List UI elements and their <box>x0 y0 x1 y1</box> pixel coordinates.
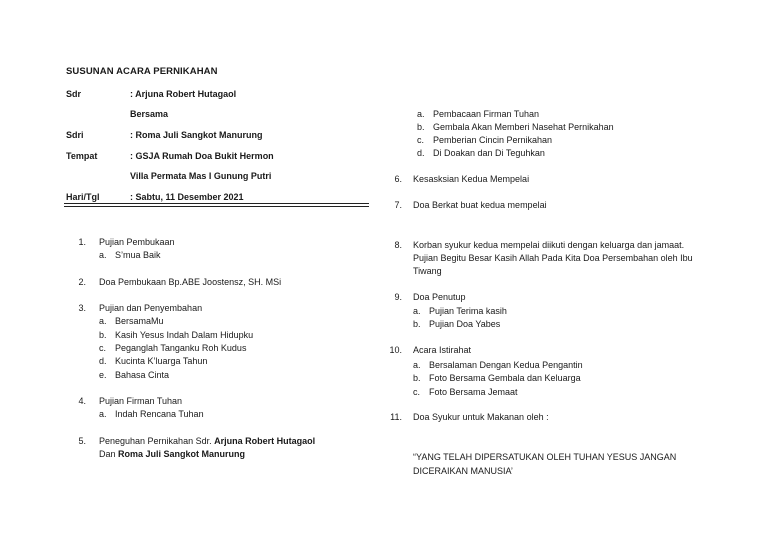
header-label: Sdr <box>66 89 82 99</box>
sub-text: Pemberian Cincin Pernikahan <box>433 135 553 145</box>
sub-text: Di Doakan dan Di Teguhkan <box>433 148 545 158</box>
sub-letter: a. <box>417 109 425 119</box>
item-number: 8. <box>394 240 402 250</box>
header-value: Bersama <box>130 109 169 119</box>
agenda-item-8-line-3: Tiwang <box>413 266 442 276</box>
item-number: 7. <box>394 200 402 210</box>
sub-text: Foto Bersama Jemaat <box>429 387 518 397</box>
sub-text: Foto Bersama Gembala dan Keluarga <box>429 373 581 383</box>
item-text: Doa Berkat buat kedua mempelai <box>413 200 547 210</box>
bride-name: Roma Juli Sangkot Manurung <box>118 449 246 459</box>
item-text: Doa Syukur untuk Makanan oleh : <box>413 412 549 422</box>
sub-text: Gembala Akan Memberi Nasehat Pernikahan <box>433 122 614 132</box>
document-title: SUSUNAN ACARA PERNIKAHAN <box>66 66 218 77</box>
item-number: 3. <box>78 303 86 313</box>
sub-text: Pembacaan Firman Tuhan <box>433 109 540 119</box>
item-text: Doa Penutup <box>413 292 466 302</box>
sub-text: Bahasa Cinta <box>115 370 170 380</box>
header-divider-thin <box>64 206 369 207</box>
item-number: 1. <box>78 237 86 247</box>
header-label: Tempat <box>66 151 98 161</box>
sub-text: Kasih Yesus Indah Dalam Hidupku <box>115 330 254 340</box>
sub-text: Bersalaman Dengan Kedua Pengantin <box>429 360 583 370</box>
sub-letter: a. <box>413 306 421 316</box>
item-text: Pujian Pembukaan <box>99 237 175 247</box>
sub-text: Pujian Doa Yabes <box>429 319 501 329</box>
item-number: 6. <box>394 174 402 184</box>
item-number: 9. <box>394 292 402 302</box>
sub-text: Kucinta K’luarga Tahun <box>115 356 208 366</box>
groom-name: Arjuna Robert Hutagaol <box>214 436 316 446</box>
sub-letter: a. <box>99 409 107 419</box>
item-text-pre: Peneguhan Pernikahan Sdr. <box>99 436 215 446</box>
sub-letter: a. <box>413 360 421 370</box>
header-divider <box>64 203 369 204</box>
header-value: : Arjuna Robert Hutagaol <box>130 89 237 99</box>
item-text: Kesasksian Kedua Mempelai <box>413 174 530 184</box>
sub-text: Pujian Terima kasih <box>429 306 507 316</box>
sub-text: Indah Rencana Tuhan <box>115 409 204 419</box>
sub-letter: d. <box>99 356 107 366</box>
sub-letter: b. <box>417 122 425 132</box>
item-number: 11. <box>390 412 402 422</box>
closing-quote-line-1: “YANG TELAH DIPERSATUKAN OLEH TUHAN YESUS JANGAN <box>413 452 677 462</box>
agenda-item-5-line-2 <box>99 449 245 459</box>
header-label: Sdri <box>66 130 84 140</box>
header-value: Villa Permata Mas I Gunung Putri <box>130 171 272 181</box>
sub-text: BersamaMu <box>115 316 164 326</box>
item-number: 2. <box>78 277 86 287</box>
item-number: 10. <box>389 345 402 355</box>
closing-quote-line-2: DICERAIKAN MANUSIA’ <box>413 466 513 476</box>
sub-letter: a. <box>99 316 107 326</box>
item-text: Pujian Firman Tuhan <box>99 396 183 406</box>
sub-letter: c. <box>413 387 421 397</box>
item-text: Korban syukur kedua mempelai diikuti dengan keluarga dan jamaat. <box>413 240 685 250</box>
sub-letter: c. <box>99 343 107 353</box>
sub-letter: b. <box>99 330 107 340</box>
sub-text: Peganglah Tanganku Roh Kudus <box>115 343 247 353</box>
header-value: : Sabtu, 11 Desember 2021 <box>130 192 244 202</box>
item-text-mid: Dan <box>99 449 119 459</box>
item-text: Acara Istirahat <box>413 345 472 355</box>
agenda-item-8-line-2: Pujian Begitu Besar Kasih Allah Pada Kita Doa Persembahan oleh Ibu <box>413 253 693 263</box>
sub-text: S’mua Baik <box>115 250 161 260</box>
item-number: 5. <box>78 436 86 446</box>
item-text <box>99 436 315 446</box>
sub-letter: e. <box>99 370 107 380</box>
sub-letter: b. <box>413 373 421 383</box>
item-text: Doa Pembukaan Bp.ABE Joostensz, SH. MSi <box>99 277 282 287</box>
header-value: : GSJA Rumah Doa Bukit Hermon <box>130 151 274 161</box>
item-text: Pujian dan Penyembahan <box>99 303 203 313</box>
sub-letter: d. <box>417 148 425 158</box>
sub-letter: a. <box>99 250 107 260</box>
sub-letter: b. <box>413 319 421 329</box>
header-label: Hari/Tgl <box>66 192 100 202</box>
header-value: : Roma Juli Sangkot Manurung <box>130 130 263 140</box>
item-number: 4. <box>78 396 86 406</box>
sub-letter: c. <box>417 135 425 145</box>
